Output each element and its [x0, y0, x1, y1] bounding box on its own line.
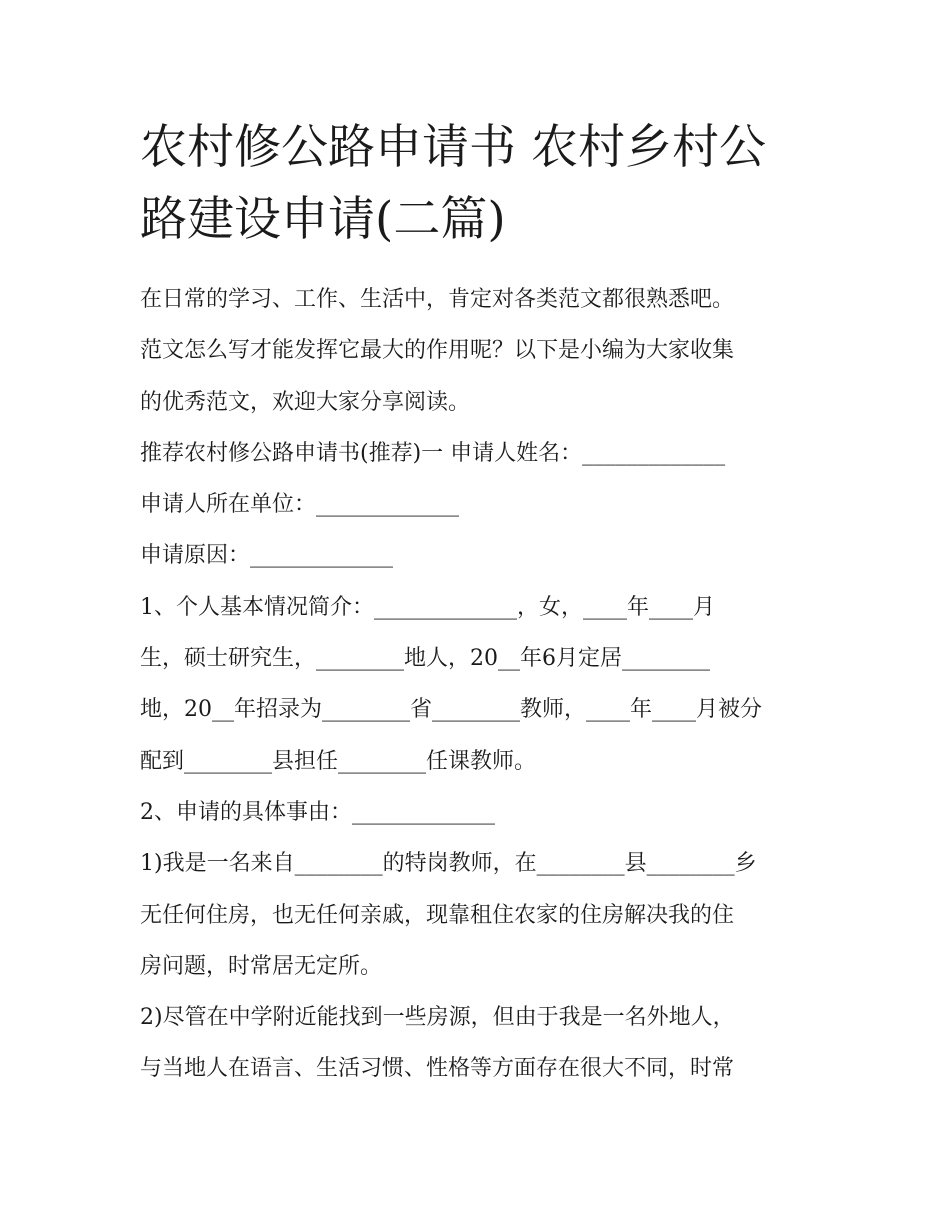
body-line-10: 配到________县担任________任课教师。 [140, 748, 537, 774]
body-line-16: 与当地人在语言、生活习惯、性格等方面存在很大不同，时常 [140, 1056, 735, 1082]
body-line-14: 房问题，时常居无定所。 [140, 953, 383, 979]
body-line-15: 2)尽管在中学附近能找到一些房源，但由于我是一名外地人， [140, 1005, 735, 1031]
body-line-5: 申请人所在单位：_____________ [140, 492, 460, 518]
body-line-3: 的优秀范文，欢迎大家分享阅读。 [140, 389, 471, 415]
body-line-4: 推荐农村修公路申请书(推荐)一 申请人姓名：_____________ [140, 440, 726, 466]
title-line-1: 农村修公路申请书 农村乡村公 [140, 120, 766, 175]
document-title [140, 112, 820, 256]
body-line-1: 在日常的学习、工作、生活中，肯定对各类范文都很熟悉吧。 [140, 287, 735, 312]
body-line-9: 地，20__年招录为________省________教师，____年____月被分 [140, 697, 762, 723]
document-body [140, 274, 830, 1095]
body-line-6: 申请原因：_____________ [140, 543, 394, 569]
body-line-13: 无任何住房，也无任何亲戚，现靠租住农家的住房解决我的住 [140, 902, 735, 928]
body-line-8: 生，硕士研究生，________地人，20__年6月定居________ [140, 646, 710, 672]
body-line-2: 范文怎么写才能发挥它最大的作用呢？以下是小编为大家收集 [140, 338, 735, 364]
body-line-7: 1、个人基本情况简介：_____________，女，____年____月 [140, 594, 715, 620]
body-line-11: 2、申请的具体事由：_____________ [140, 799, 495, 825]
title-line-2: 路建设申请(二篇) [140, 192, 506, 247]
body-line-12: 1)我是一名来自________的特岗教师，在________县________乡 [140, 851, 757, 877]
